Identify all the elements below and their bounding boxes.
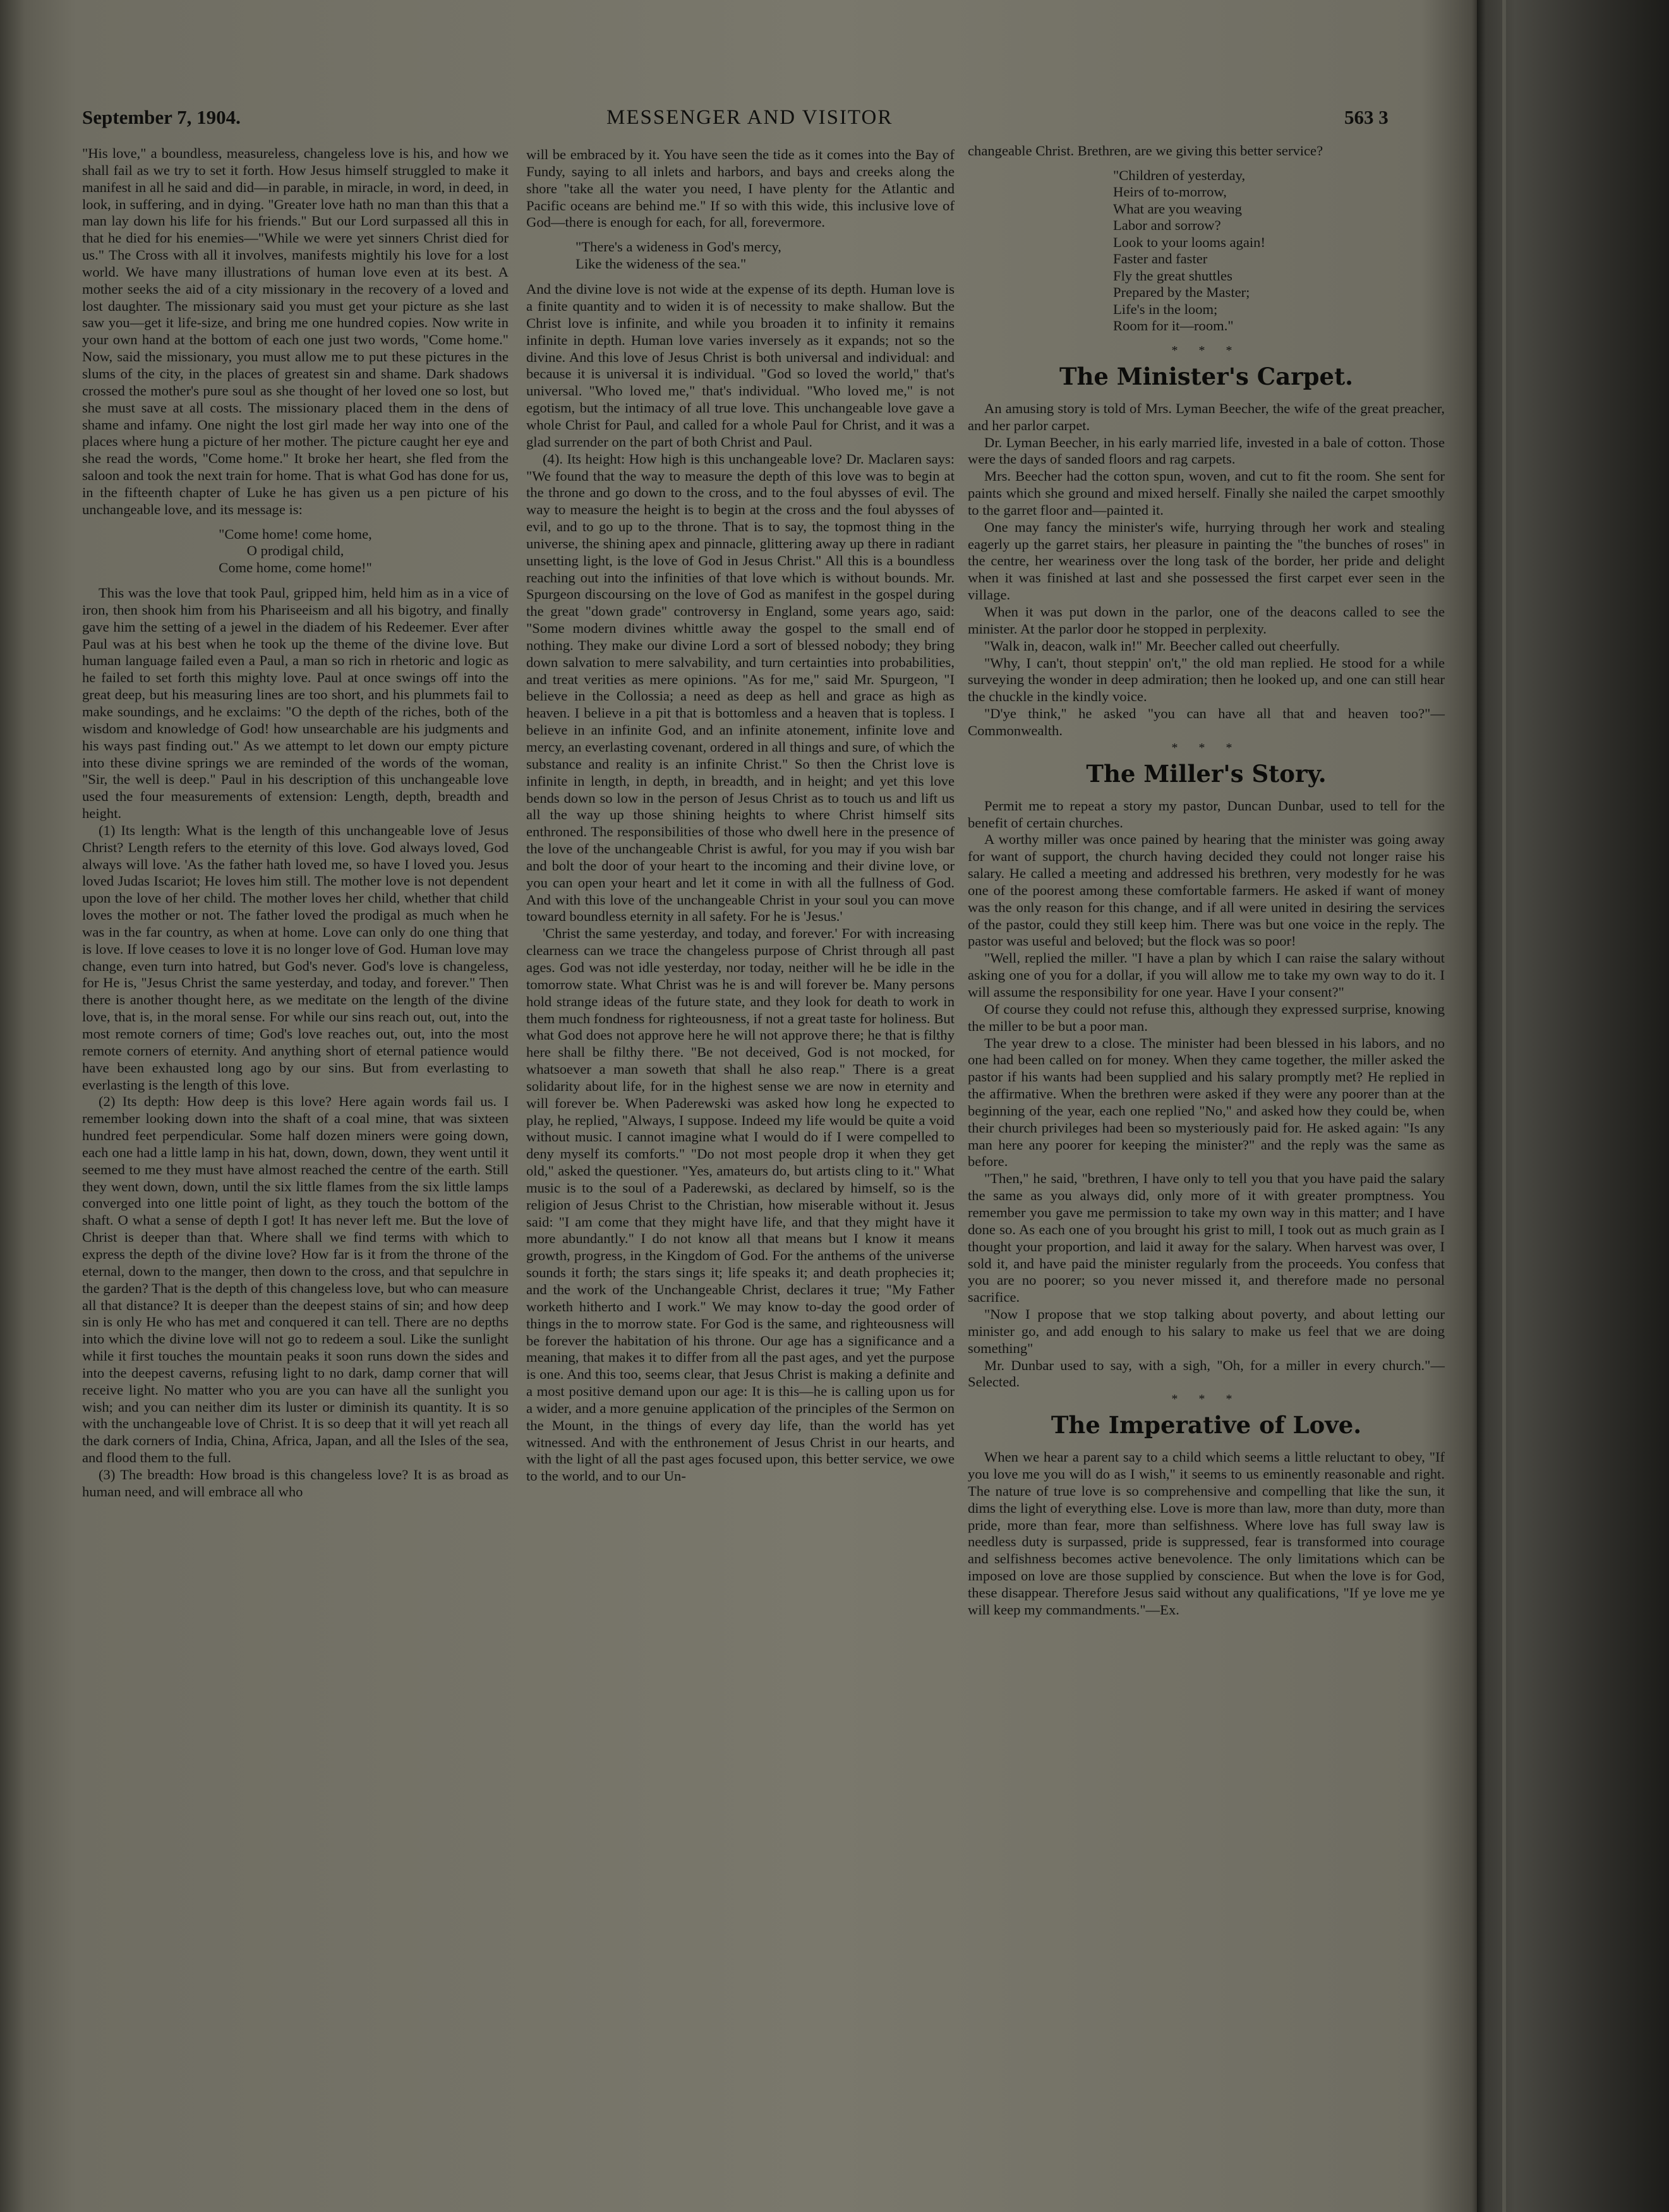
article-paragraph: "Why, I can't, thout steppin' on't," the old man replied. He stood for a while surveying the wonder in deep admiration; then he looked up, and one can still hear the chuckle in the kindly voice.	[968, 654, 1445, 705]
article-paragraph: Mr. Dunbar used to say, with a sigh, "Oh, for a miller in every church."—Selected.	[968, 1357, 1445, 1390]
article-paragraph: (3) The breadth: How broad is this changeless love? It is as broad as human need, and will embrace all who	[82, 1466, 509, 1500]
article-paragraph: will be embraced by it. You have seen the tide as it comes into the Bay of Fundy, saying to all inlets and harbors, and bays and creeks along the shore "take all the water you need, I have plenty for the Atlantic and Pacific oceans are behind me." If so with this wide, this inclusive love of God—there is enough for each, for all, forevermore.	[526, 147, 955, 231]
headline-ministers-carpet: The Minister's Carpet.	[1059, 362, 1354, 390]
headline-millers-story: The Miller's Story.	[1086, 759, 1327, 788]
poem-verse: "Children of yesterday, Heirs of to-morrow, What are you weaving Labor and sorrow? Look to your looms again! Faster and faster Fly the great shuttles Prepared by the Master; Life's in the loom; Room for it—room."	[1113, 167, 1265, 334]
page-number: 563 3	[1344, 106, 1389, 128]
article-paragraph: "Then," he said, "brethren, I have only to tell you that you have paid the salary the same as you always did, only more of it with greater promptness. You remember you gave me permission to take my own way in this matter; and I have done so. As each one of you brought his grist to mill, I took out as much grain as I thought your proportion, and laid it away for the salary. When harvest was over, I sold it, and have paid the minister regularly from the proceeds. You confess that you are no poorer; so you never missed it, and therefore made no personal sacrifice.	[968, 1170, 1445, 1306]
article-paragraph: One may fancy the minister's wife, hurrying through her work and stealing eagerly up the garret stairs, her pleasure in painting the "the bunches of roses" in the centre, her weariness over the long task of the border, her pride and delight when it was finished at last and she possessed the first carpet ever seen in the village.	[968, 519, 1445, 603]
column-3	[968, 143, 1445, 1619]
article-paragraph: A worthy miller was once pained by hearing that the minister was going away for want of support, the church having decided they could not longer raise his salary. He called a meeting and addressed his brethren, very modestly for he was one of the poorest among these comfortable farmers. He asked if want of money was the only reason for this change, and if all were united in desiring the services of the pastor, could they still keep him. There was but one voice in the reply. The pastor was useful and beloved; but the flock was so poor!	[968, 831, 1445, 949]
column-1	[82, 145, 509, 1501]
article-paragraph: When it was put down in the parlor, one of the deacons called to see the minister. At the parlor door he stopped in perplexity.	[968, 603, 1445, 637]
article-paragraph: "Walk in, deacon, walk in!" Mr. Beecher called out cheerfully.	[984, 637, 1340, 654]
article-paragraph: 'Christ the same yesterday, and today, and forever.' For with increasing clearness can we trace the changeless purpose of Christ through all past ages. God was not idle yesterday, nor today, neither will he be idle in the tomorrow state. What Christ was he is and will forever be. Many persons hold strange ideas of the future state, and they look for death to work in them much fondness for righteousness, if not a great taste for holiness. But what God does not approve here he will not approve there; he that is filthy here shall be filthy there. "Be not deceived, God is not mocked, for whatsoever a man soweth that shall he also reap." There is a great solidarity about life, for in the highest sense we are now in eternity and will forever be. When Paderewski was asked how long he expected to play, he replied, "Always, I suppose. Indeed my life would be quite a void without music. I cannot imagine what I would do if I were compelled to deny myself its comforts." "Do not most people drop it when they get old," asked the questioner. "Yes, amateurs do, but artists cling to it." What music is to the soul of a Paderewski, as declared by himself, so is the religion of Jesus Christ to the Christian, how miserable without it. Jesus said: "I am come that they might have life, and that they might have it more abundantly." I do not know all that means but I know it means growth, progress, in the Kingdom of God. For the anthems of the universe sounds it forth; the stars sings it; life speaks it; and death prophecies it; and the work of the Unchangeable Christ, declares it true; "My Father worketh hitherto and I work." We may know to-day the good order of things in the to morrow state. For God is the same, and righteousness will be forever the habitation of his throne. Our age has a significance and a meaning, that makes it to differ from all the past ages, and yet the purpose is one. And this too, seems clear, that Jesus Christ is making a definite and a most positive demand upon our age: It is this—he is calling upon us for a wider, and a more genuine application of the principles of the Sermon on the Mount, in the things of every day life, than the world has yet witnessed. And with the enthronement of Jesus Christ in our hearts, and with the light of all the past ages focused upon, this better service, we owe to the world, and to our Un-	[526, 925, 955, 1484]
hymn-verse: "There's a wideness in God's mercy, Like the wideness of the sea."	[575, 239, 781, 272]
masthead-title: MESSENGER AND VISITOR	[606, 106, 893, 129]
hymn-verse: "Come home! come home, O prodigal child, Come home, come home!"	[219, 526, 372, 575]
article-paragraph: Permit me to repeat a story my pastor, Duncan Dunbar, used to tell for the benefit of certain churches.	[968, 797, 1445, 831]
article-paragraph: And the divine love is not wide at the expense of its depth. Human love is a finite quantity and to widen it is of necessity to make shallow. But the Christ love is infinite, and while you broaden it to infinity it remains infinite in depth. Human love varies inversely as it expands; not so the divine. And this love of Jesus Christ is both universal and individual: and because it is universal it is individual. "God so loved the world," that's universal. "Who loved me," that's individual. "Who loved me," is not egotism, but the intimacy of all true love. This unchangeable love gave a whole Christ for Paul, and called for a whole Paul for Christ, and it was a glad surrender on the part of both Christ and Paul.	[526, 281, 955, 450]
article-paragraph: "D'ye think," he asked "you can have all that and heaven too?"—Commonwealth.	[968, 706, 1445, 738]
section-divider-stars: * * *	[1171, 740, 1241, 755]
article-paragraph: (1) Its length: What is the length of this unchangeable love of Jesus Christ? Length refers to the eternity of this love. God always loved, God always will love. 'As the father hath loved me, so have I loved you. Jesus loved Judas Iscariot; He loves him still. The mother love is not dependent upon the love of her child. The mother loves her child, whether that child loves the mother or not. The father loved the prodigal as much when he was in the far country, as when at home. Love can only do one thing that is love. If love ceases to love it is no longer love of God. Human love may change, even turn into hatred, but God's never. God's love is changeless, for He is, "Jesus Christ the same yesterday, and today, and forever." Then there is another thought here, as we meditate on the length of the divine love, that is, in the moral sense. For while our sins reach out, out, into the most remote corners of time; God's love reaches out, out, into the most remote corners of eternity. And anything short of eternal patience would have been exhausted long ago by our sins. But from everlasting to everlasting is the length of this love.	[82, 822, 509, 1093]
article-paragraph: This was the love that took Paul, gripped him, held him as in a vice of iron, then shook him from his Phariseeism and all his bigotry, and finally gave him the setting of a jewel in the diadem of his Redeemer. Ever after Paul was at his best when he took up the theme of the divine love. But human language failed even a Paul, a man so rich in rhetoric and logic as he failed to set forth this mighty love. Paul at once swings off into the great deep, but his measuring lines are too short, and his plummets fail to make soundings, and he exclaims: "O the depth of the riches, both of the wisdom and knowledge of God! how unsearchable are his judgments and his ways past finding out." As we attempt to let down our empty picture into these divine springs we are reminded of the words of the woman, "Sir, the well is deep." Paul in his description of this unchangeable love used the four measurements of extension: Length, depth, breadth and height.	[82, 585, 509, 822]
issue-date: September 7, 1904.	[82, 106, 241, 128]
headline-imperative-of-love: The Imperative of Love.	[1051, 1411, 1362, 1440]
article-paragraph: The year drew to a close. The minister had been blessed in his labors, and no one had been called on for money. When they came together, the miller asked the pastor if his wants had been supplied and his salary promptly met? He replied in the affirmative. When the brethren were asked if they were any poorer than at the beginning of the year, each one replied "No," and asked how they could be, when their church privileges had been so mysteriously paid for. He asked again: "Is any man here any poorer for keeping the minister?" and the reply was the same as before.	[968, 1035, 1445, 1170]
article-paragraph: An amusing story is told of Mrs. Lyman Beecher, the wife of the great preacher, and her parlor carpet.	[968, 400, 1445, 433]
binding-fold	[1502, 0, 1506, 2212]
article-paragraph: Dr. Lyman Beecher, in his early married life, invested in a bale of cotton. Those were the days of sanded floors and rag carpets.	[968, 434, 1445, 467]
article-paragraph: When we hear a parent say to a child which seems a little reluctant to obey, "If you love me you will do as I wish," it seems to us eminently reasonable and right. The nature of true love is so comprehensive and compelling that like the sun, it dims the light of everything else. Love is more than law, more than duty, more than pride, more than fear, more than selfishness. Where love has full sway law is needless duty is surpassed, pride is suppressed, fear is transformed into courage and selfishness becomes active benevolence. The only limitations which can be imposed on love are those supplied by conscience. But when the love is for God, these disappear. Therefore Jesus said without any qualifications, "If ye love me ye will keep my commandments."—Ex.	[968, 1449, 1445, 1618]
article-paragraph: "His love," a boundless, measureless, changeless love is his, and how we shall fail as we try to set it forth. How Jesus himself struggled to make it manifest in all he said and did—in parable, in miracle, in word, in deed, in look, in suffering, and in dying. "Greater love hath no man than this that a man lay down his life for his friends." But our Lord surpassed all this in that he died for his enemies—"While we were yet sinners Christ died for us." The Cross with all it involves, manifests mightily his love for a lost world. We have many illustrations of human love even at its best. A mother seeks the aid of a city missionary in the recovery of a loved and lost daughter. The missionary said you must get your picture as she last saw you—get it life-size, and bring me one hundred copies. Now write in your own hand at the bottom of each one just two words, "Come home." Now, said the missionary, you must allow me to put these pictures in the slums of the city, in the places of greatest sin and shame. Dark shadows crossed the mother's pure soul as she thought of her loved one so lost, but she must save at all costs. The missionary placed them in the dens of shame and infamy. One night the lost girl made her way into one of the places where hung a picture of her mother. The picture caught her eye and she read the words, "Come home." It broke her heart, she fled from the saloon and took the next train for home. That is what God has done for us, in the fifteenth chapter of Luke he has given us a pen picture of his unchangeable love, and its message is:	[82, 145, 509, 517]
article-paragraph: Of course they could not refuse this, although they expressed surprise, knowing the miller to be but a poor man.	[968, 1001, 1445, 1034]
section-divider-stars: * * *	[1171, 343, 1241, 358]
article-paragraph: (4). Its height: How high is this unchangeable love? Dr. Maclaren says: "We found that the way to measure the depth of this love was to begin at the throne and go down to the cross, and to the foul abysses of evil. The way to measure the height is to begin at the cross and the foul abysses of evil, and to go up to the throne. That is to say, the topmost thing in the universe, the shining apex and pinnacle, glittering away up there in radiant unsetting light, is the love of God in Jesus Christ." All this is a boundless reaching out into the infinities of that love which is without bounds. Mr. Spurgeon discoursing on the love of God as manifest in the gospel during the great "down grade" controversy in England, some years ago, said: "Some modern divines whittle away the gospel to the small end of nothing. They make our divine Lord a sort of blessed nobody; they bring down salvation to mere salvability, and turn certainties into probabilities, and treat verities as mere opinions. "As for me," said Mr. Spurgeon, "I believe in the Collossia; a need as deep as hell and grace as high as heaven. I believe in a pit that is bottomless and a heaven that is topless. I believe in an infinite God, and an infinite atonement, infinite love and mercy, an everlasting covenant, ordered in all things and sure, of which the substance and reality is an infinite Christ." So then the Christ love is infinite in length, in depth, in breadth, and in height; and yet this love bends down so low in the person of Jesus Christ as to touch us and lift us all the way up those shining heights to where Christ himself sits enthroned. The responsibilities of those who dwell here in the presence of the love of the unchangeable Christ is awful, for you may if you wish bar and bolt the door of your heart to the incoming and their divine love, or you can open your heart and let it come in with all the fullness of God. And with this love of the unchangeable Christ in your soul you can move toward boundless eternity in all safety. For he is 'Jesus.'	[526, 450, 955, 925]
article-paragraph: Mrs. Beecher had the cotton spun, woven, and cut to fit the room. She sent for paints which she ground and mixed herself. Finally she nailed the carpet smoothly to the garret floor and—painted it.	[968, 468, 1445, 518]
section-divider-stars: * * *	[1171, 1392, 1241, 1407]
article-paragraph: (2) Its depth: How deep is this love? Here again words fail us. I remember looking down into the shaft of a coal mine, that was sixteen hundred feet perpendicular. Some half dozen miners were going down, each one had a little lamp in his hat, down, down, down, they went until it seemed to me they must have almost reached the centre of the earth. Still they went down, down, until the six little flames from the six little lamps converged into one little point of light, as they touch the bottom of the shaft. O what a sense of depth I got! It has never left me. But the love of Christ is deeper than that. Where shall we find terms with which to express the depth of the divine love? How far is it from the throne of the eternal, down to the manger, then down to the cross, and that sepulchre in the garden? That is the depth of this changeless love, but who can measure all that distance? It is deeper than the deepest stains of sin; and how deep sin is only He who has met and conquered it can tell. There are no depths into which the divine love will not go to redeem a soul. Like the sunlight while it first touches the mountain peaks it soon runs down the sides and into the deepest caverns, refusing light to no dark, damp corner that will receive light. No matter who you are you can have all the sunlight you wish; and you can neither dim its luster or diminish its quantity. It is so with the unchangeable love of Christ. It is so deep that it will yet reach all the dark corners of India, China, Africa, Japan, and all the Isles of the sea, and flood them to the full.	[82, 1093, 509, 1466]
article-paragraph: "Well, replied the miller. "I have a plan by which I can raise the salary without asking one of you for a dollar, if you will allow me to take my own way to do it. I will assume the responsibility for one year. Have I your consent?"	[968, 950, 1445, 1000]
page-edge-binding	[1477, 0, 1669, 2212]
article-paragraph: "Now I propose that we stop talking about poverty, and about letting our minister go, and add enough to his salary to make us feel that we are doing something"	[968, 1306, 1445, 1356]
column-2	[526, 147, 955, 1485]
article-paragraph: changeable Christ. Brethren, are we giving this better service?	[968, 143, 1323, 159]
